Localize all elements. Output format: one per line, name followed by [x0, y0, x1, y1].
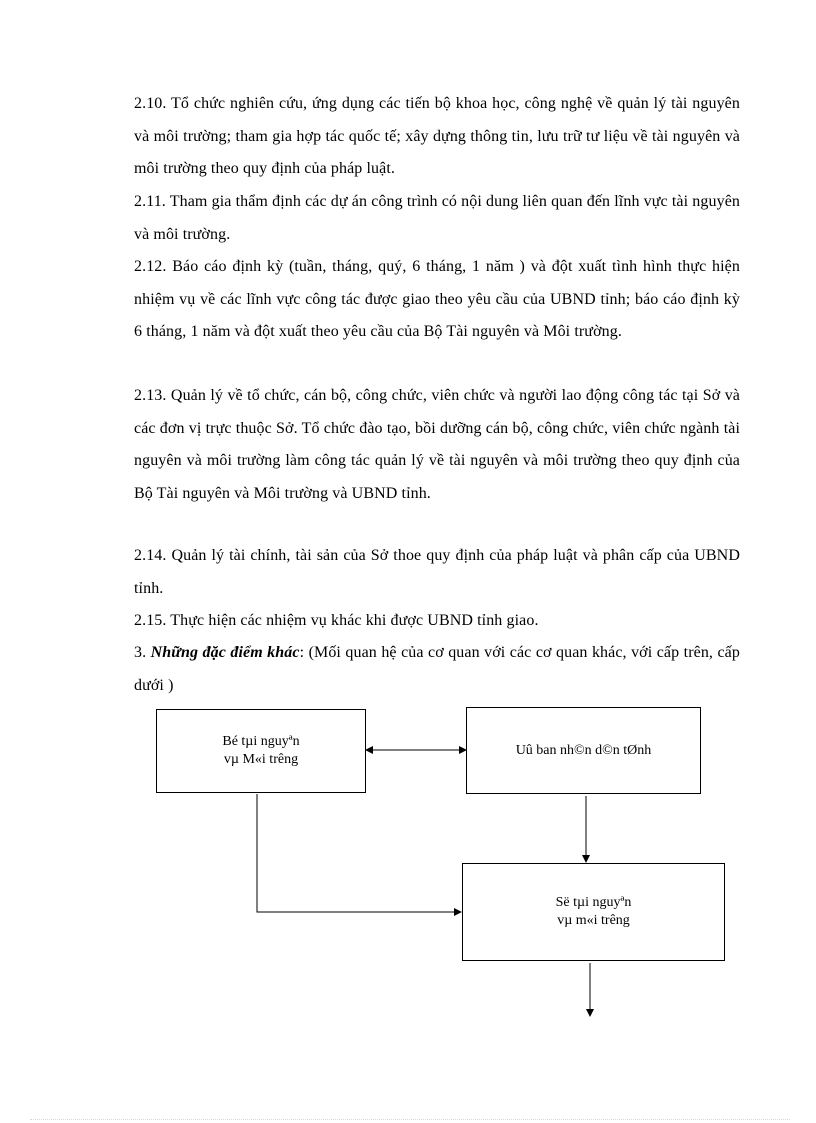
arrow-ministry-department	[257, 794, 461, 912]
paragraph-2-15: 2.15. Thực hiện các nhiệm vụ khác khi được UBND tỉnh giao.	[134, 612, 539, 629]
section-heading: Những đặc điểm khác	[150, 644, 300, 661]
box-ministry-line1: Bé tµi nguyªn	[222, 734, 300, 749]
box-committee-line1: Uû ban nh©n d©n tØnh	[515, 742, 652, 758]
paragraph-2-12: 2.12. Báo cáo định kỳ (tuần, tháng, quý, 6 tháng, 1 năm ) và đột xuất tình hình thực hiện nhiệm vụ về các lĩnh vực công tác được giao theo yêu cầu của UBND tỉnh; báo cáo định kỳ 6 tháng, 1 năm và đột xuất theo yêu cầu của Bộ Tài nguyên và Môi trường.	[134, 258, 740, 340]
paragraph-2-13: 2.13. Quản lý về tổ chức, cán bộ, công chức, viên chức và người lao động công tác tại Sở và các đơn vị trực thuộc Sở. Tổ chức đào tạo, bồi dưỡng cán bộ, công chức, viên chức ngành tài nguyên và môi trường làm công tác quản lý về tài nguyên và môi trường theo quy định của Bộ Tài nguyên và Môi trường và UBND tỉnh.	[134, 387, 740, 502]
paragraph-2-11: 2.11. Tham gia thẩm định các dự án công trình có nội dung liên quan đến lĩnh vực tài nguyên và môi trường.	[134, 193, 740, 243]
box-provincial-committee	[466, 707, 701, 794]
box-department-line1: Së tµi nguyªn	[555, 895, 632, 910]
box-ministry-line2: vµ M«i trêng	[223, 752, 299, 767]
box-department-line2: vµ m«i trêng	[557, 913, 630, 928]
page-bottom-divider	[30, 1119, 790, 1120]
paragraph-2-14: 2.14. Quản lý tài chính, tài sản của Sở thoe quy định của pháp luật và phân cấp của UBND tỉnh.	[134, 547, 740, 597]
box-department	[462, 863, 725, 961]
section-number: 3.	[134, 644, 151, 661]
paragraph-2-10: 2.10. Tổ chức nghiên cứu, ứng dụng các tiến bộ khoa học, công nghệ về quản lý tài nguyên và môi trường; tham gia hợp tác quốc tế; xây dựng thông tin, lưu trữ tư liệu về tài nguyên và môi trường theo quy định của pháp luật.	[134, 95, 740, 177]
section-description: (Mối quan hệ của cơ quan với các cơ quan khác, với cấp trên, cấp dưới )	[134, 644, 740, 694]
section-colon: :	[299, 644, 309, 661]
box-ministry	[156, 709, 366, 793]
